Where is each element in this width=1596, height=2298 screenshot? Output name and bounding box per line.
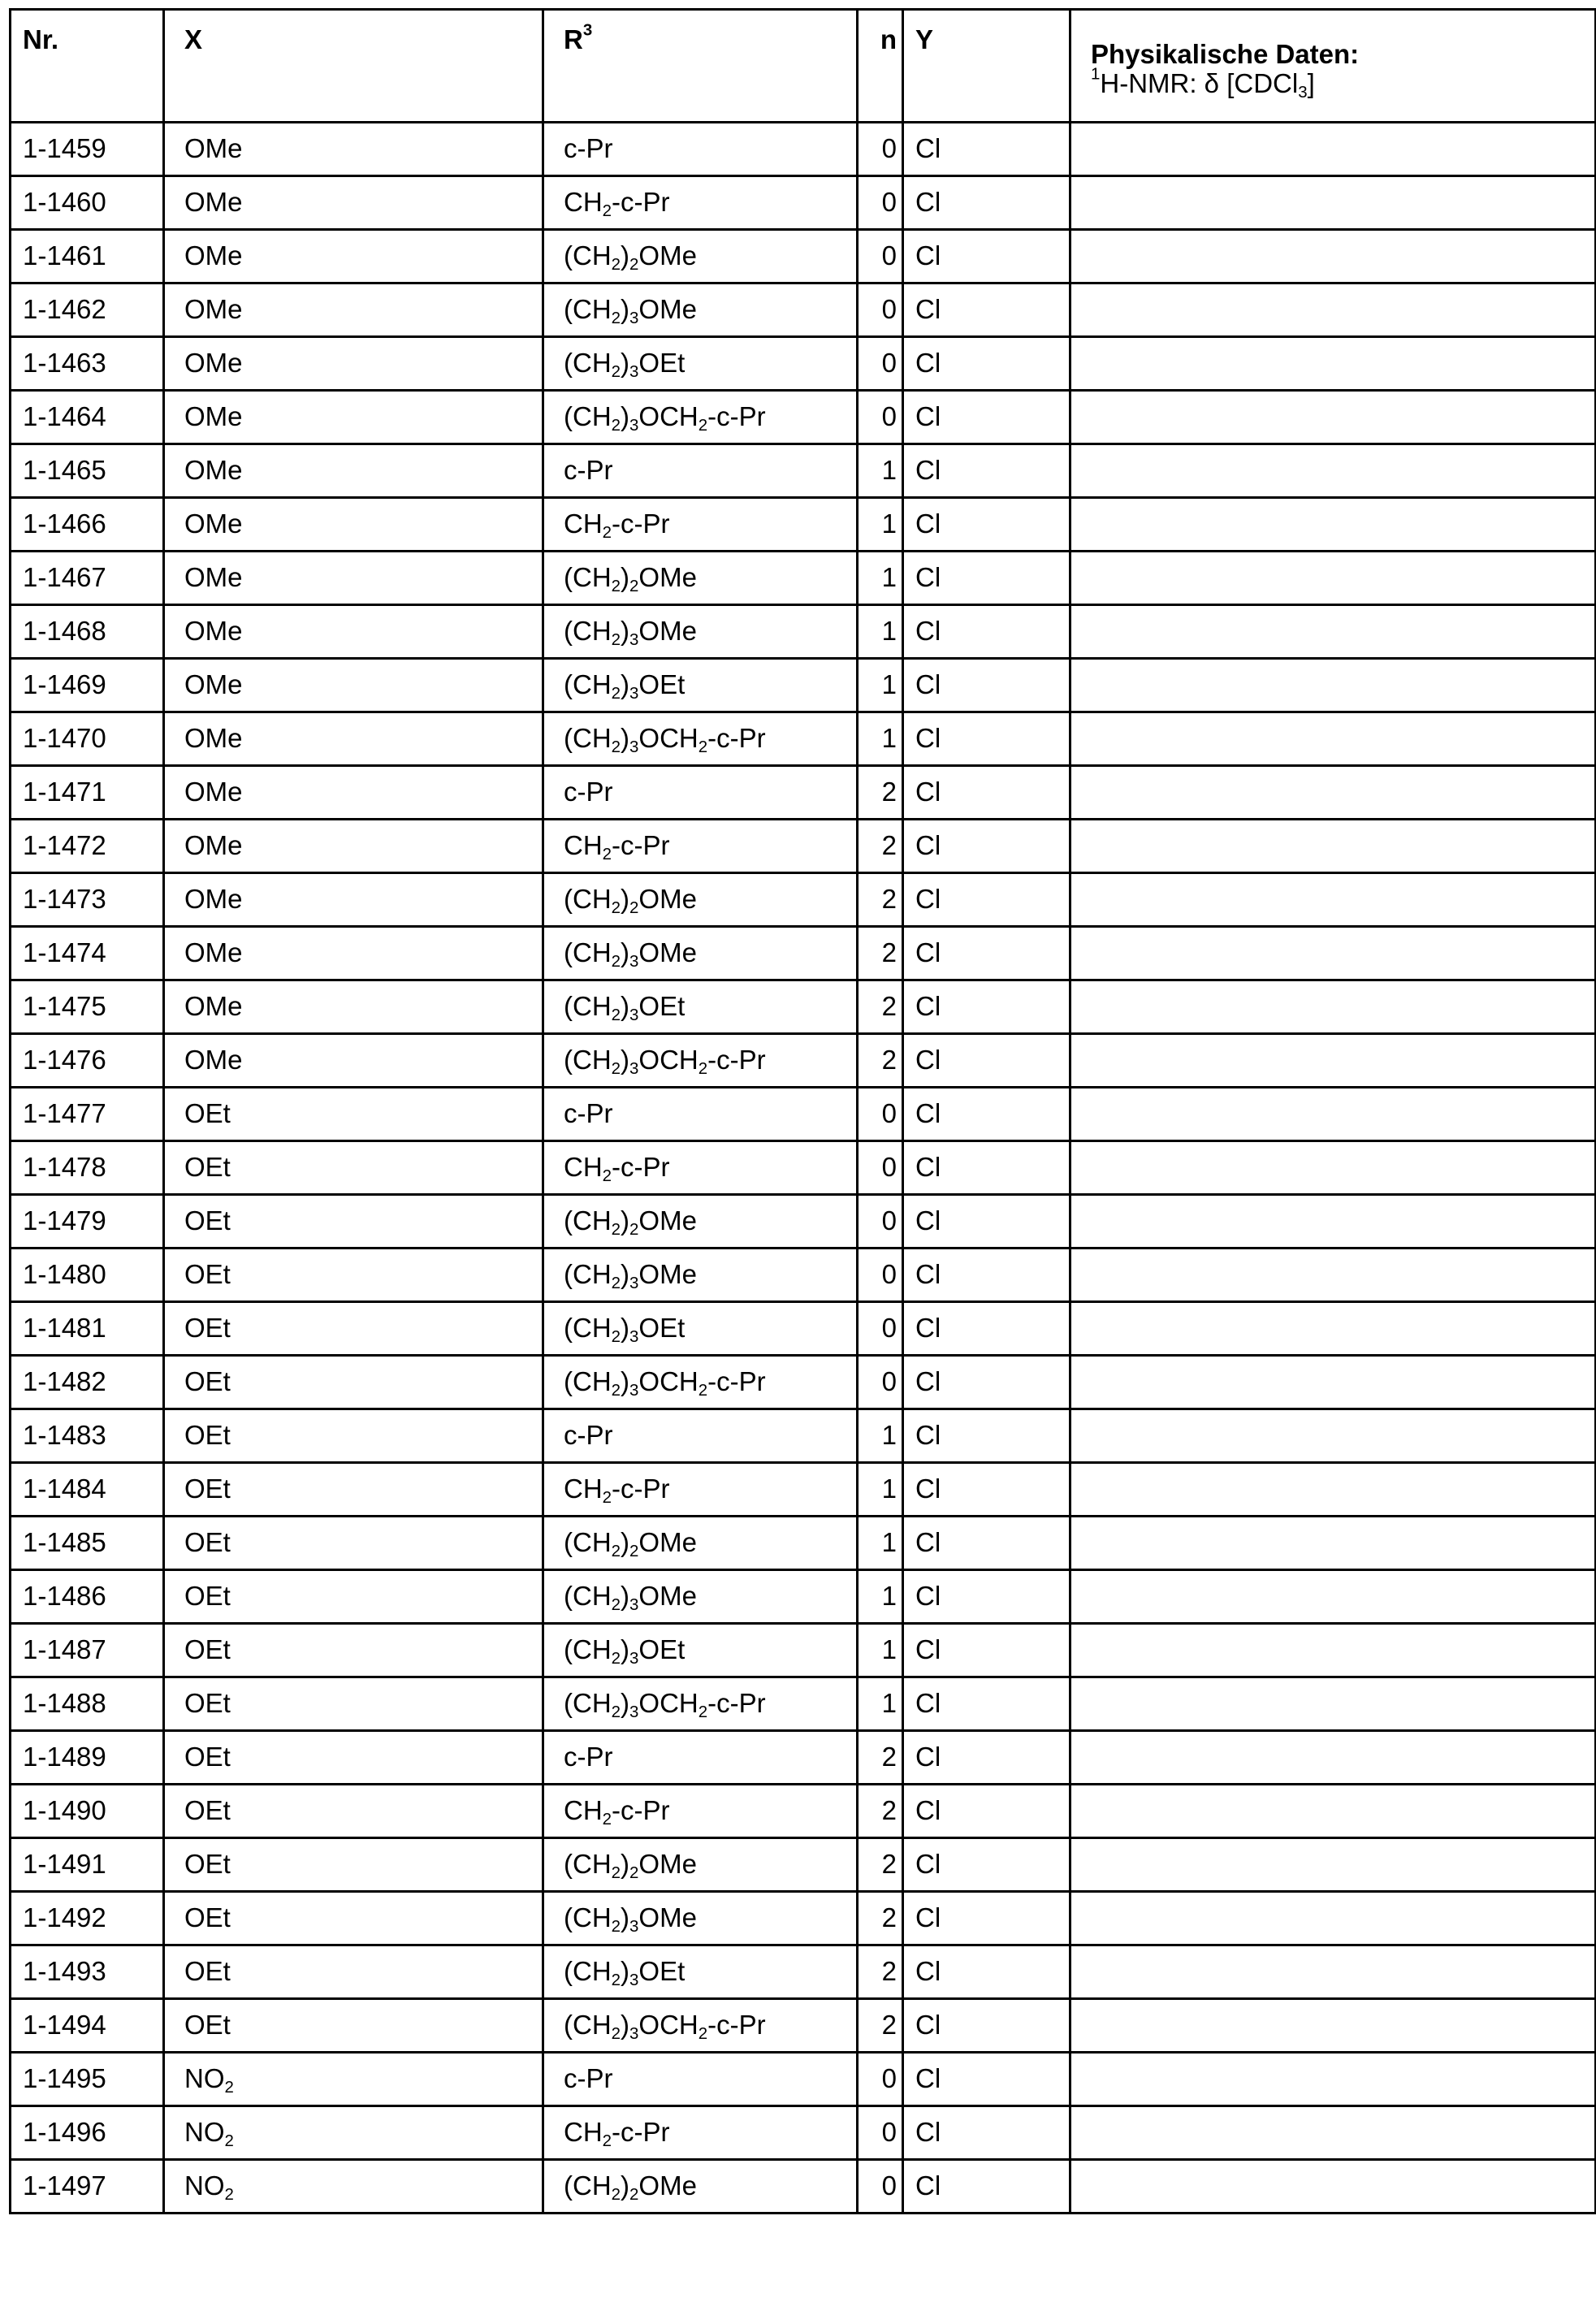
cell-y: Cl	[903, 1302, 1070, 1356]
cell-y: Cl	[903, 283, 1070, 337]
cell-y: Cl	[903, 1945, 1070, 1999]
cell-x: $NO_2$	[164, 2160, 543, 2214]
cell-nr: 1-1480	[11, 1249, 164, 1302]
cell-y: Cl	[903, 1356, 1070, 1409]
cell-nr: 1-1491	[11, 1838, 164, 1892]
table-row	[11, 1517, 1596, 1570]
cell-physical-data	[1070, 1195, 1596, 1249]
cell-physical-data	[1070, 391, 1596, 444]
cell-physical-data	[1070, 1731, 1596, 1785]
cell-nr: 1-1475	[11, 980, 164, 1034]
cell-nr: 1-1489	[11, 1731, 164, 1785]
header-row	[11, 10, 1596, 123]
header-x: X	[164, 10, 543, 123]
cell-y: Cl	[903, 1785, 1070, 1838]
cell-r3: $(CH_2)_3OCH_2-c-Pr$	[543, 1677, 858, 1731]
cell-r3: $(CH_2)_3OMe$	[543, 927, 858, 980]
cell-x: OMe	[164, 498, 543, 552]
cell-physical-data	[1070, 1999, 1596, 2053]
cell-nr: 1-1492	[11, 1892, 164, 1945]
table-row	[11, 283, 1596, 337]
cell-n: 2	[858, 873, 903, 927]
table-row	[11, 1302, 1596, 1356]
cell-n: 2	[858, 1731, 903, 1785]
table-row	[11, 1892, 1596, 1945]
cell-nr: 1-1471	[11, 766, 164, 820]
cell-physical-data	[1070, 1141, 1596, 1195]
cell-x: OMe	[164, 980, 543, 1034]
cell-physical-data	[1070, 283, 1596, 337]
table-row	[11, 230, 1596, 283]
table-row	[11, 712, 1596, 766]
cell-n: 0	[858, 1302, 903, 1356]
cell-n: 0	[858, 2160, 903, 2214]
cell-r3: $(CH_2)_3OMe$	[543, 1249, 858, 1302]
cell-x: OMe	[164, 176, 543, 230]
table-row	[11, 1034, 1596, 1088]
cell-r3: $CH_2-c-Pr$	[543, 498, 858, 552]
cell-x: OMe	[164, 820, 543, 873]
header-nr: Nr.	[11, 10, 164, 123]
cell-r3: $(CH_2)_2OMe$	[543, 1195, 858, 1249]
table-row	[11, 498, 1596, 552]
cell-r3: $(CH_2)_2OMe$	[543, 230, 858, 283]
cell-nr: 1-1481	[11, 1302, 164, 1356]
cell-physical-data	[1070, 927, 1596, 980]
table-row	[11, 980, 1596, 1034]
cell-x: OEt	[164, 1463, 543, 1517]
cell-physical-data	[1070, 123, 1596, 176]
cell-nr: 1-1463	[11, 337, 164, 391]
cell-x: OEt	[164, 1785, 543, 1838]
cell-nr: 1-1461	[11, 230, 164, 283]
cell-nr: 1-1483	[11, 1409, 164, 1463]
cell-x: OMe	[164, 230, 543, 283]
cell-r3: $(CH_2)_2OMe$	[543, 873, 858, 927]
cell-y: Cl	[903, 1677, 1070, 1731]
cell-r3: $(CH_2)_3OCH_2-c-Pr$	[543, 1356, 858, 1409]
cell-n: 1	[858, 1570, 903, 1624]
cell-r3: $(CH_2)_2OMe$	[543, 2160, 858, 2214]
cell-physical-data	[1070, 337, 1596, 391]
cell-nr: 1-1479	[11, 1195, 164, 1249]
cell-physical-data	[1070, 712, 1596, 766]
cell-nr: 1-1460	[11, 176, 164, 230]
cell-r3: $CH_2-c-Pr$	[543, 1463, 858, 1517]
cell-y: Cl	[903, 1141, 1070, 1195]
cell-nr: 1-1477	[11, 1088, 164, 1141]
table-row	[11, 1731, 1596, 1785]
header-r3: $R^3$	[543, 10, 858, 123]
cell-y: Cl	[903, 980, 1070, 1034]
table-body	[11, 123, 1596, 2214]
cell-n: 2	[858, 1838, 903, 1892]
cell-nr: 1-1497	[11, 2160, 164, 2214]
cell-nr: 1-1470	[11, 712, 164, 766]
cell-nr: 1-1486	[11, 1570, 164, 1624]
cell-y: Cl	[903, 820, 1070, 873]
cell-x: OMe	[164, 712, 543, 766]
cell-x: OEt	[164, 1624, 543, 1677]
cell-y: Cl	[903, 605, 1070, 659]
cell-r3: c-Pr	[543, 1731, 858, 1785]
cell-nr: 1-1466	[11, 498, 164, 552]
table-row	[11, 444, 1596, 498]
table-row	[11, 1409, 1596, 1463]
cell-y: Cl	[903, 337, 1070, 391]
cell-x: OEt	[164, 1302, 543, 1356]
cell-r3: $(CH_2)_3OCH_2-c-Pr$	[543, 391, 858, 444]
cell-r3: c-Pr	[543, 1088, 858, 1141]
cell-physical-data	[1070, 176, 1596, 230]
cell-x: OMe	[164, 1034, 543, 1088]
cell-nr: 1-1493	[11, 1945, 164, 1999]
cell-nr: 1-1468	[11, 605, 164, 659]
cell-physical-data	[1070, 1249, 1596, 1302]
table-row	[11, 2160, 1596, 2214]
cell-n: 2	[858, 1034, 903, 1088]
cell-physical-data	[1070, 1356, 1596, 1409]
cell-physical-data	[1070, 659, 1596, 712]
cell-physical-data	[1070, 1677, 1596, 1731]
cell-x: OEt	[164, 1945, 543, 1999]
cell-n: 2	[858, 820, 903, 873]
cell-y: Cl	[903, 498, 1070, 552]
cell-n: 1	[858, 1463, 903, 1517]
cell-y: Cl	[903, 444, 1070, 498]
cell-r3: c-Pr	[543, 444, 858, 498]
table-row	[11, 605, 1596, 659]
cell-r3: $(CH_2)_3OCH_2-c-Pr$	[543, 712, 858, 766]
header-y: Y	[903, 10, 1070, 123]
header-physical-data	[1070, 10, 1596, 123]
table-row	[11, 337, 1596, 391]
cell-n: 0	[858, 123, 903, 176]
cell-x: OEt	[164, 1517, 543, 1570]
cell-physical-data	[1070, 2053, 1596, 2106]
table-row	[11, 1677, 1596, 1731]
cell-physical-data	[1070, 1785, 1596, 1838]
cell-y: Cl	[903, 766, 1070, 820]
cell-x: OMe	[164, 444, 543, 498]
header-n: n	[858, 10, 903, 123]
cell-physical-data	[1070, 1463, 1596, 1517]
cell-physical-data	[1070, 1892, 1596, 1945]
cell-y: Cl	[903, 1570, 1070, 1624]
cell-r3: c-Pr	[543, 2053, 858, 2106]
cell-y: Cl	[903, 2053, 1070, 2106]
cell-y: Cl	[903, 1249, 1070, 1302]
table-row	[11, 123, 1596, 176]
cell-y: Cl	[903, 2106, 1070, 2160]
cell-physical-data	[1070, 1517, 1596, 1570]
cell-physical-data	[1070, 1034, 1596, 1088]
cell-physical-data	[1070, 1409, 1596, 1463]
cell-physical-data	[1070, 2160, 1596, 2214]
cell-r3: $(CH_2)_3OEt$	[543, 1624, 858, 1677]
cell-n: 2	[858, 1785, 903, 1838]
table-row	[11, 1141, 1596, 1195]
cell-nr: 1-1482	[11, 1356, 164, 1409]
cell-nr: 1-1459	[11, 123, 164, 176]
cell-n: 1	[858, 659, 903, 712]
cell-x: OEt	[164, 1838, 543, 1892]
cell-x: OMe	[164, 391, 543, 444]
cell-n: 1	[858, 1517, 903, 1570]
table-row	[11, 659, 1596, 712]
cell-nr: 1-1490	[11, 1785, 164, 1838]
cell-physical-data	[1070, 1838, 1596, 1892]
cell-y: Cl	[903, 1034, 1070, 1088]
table-row	[11, 766, 1596, 820]
cell-y: Cl	[903, 1731, 1070, 1785]
cell-r3: $(CH_2)_3OEt$	[543, 337, 858, 391]
cell-y: Cl	[903, 230, 1070, 283]
cell-r3: c-Pr	[543, 766, 858, 820]
cell-n: 0	[858, 230, 903, 283]
table-row	[11, 176, 1596, 230]
cell-r3: $(CH_2)_3OEt$	[543, 659, 858, 712]
table-row	[11, 1088, 1596, 1141]
cell-y: Cl	[903, 1463, 1070, 1517]
cell-nr: 1-1474	[11, 927, 164, 980]
cell-y: Cl	[903, 1517, 1070, 1570]
cell-n: 0	[858, 1356, 903, 1409]
cell-y: Cl	[903, 2160, 1070, 2214]
cell-y: Cl	[903, 176, 1070, 230]
cell-n: 0	[858, 2106, 903, 2160]
cell-n: 0	[858, 337, 903, 391]
cell-r3: $CH_2-c-Pr$	[543, 1141, 858, 1195]
cell-r3: $(CH_2)_3OMe$	[543, 1892, 858, 1945]
cell-x: OEt	[164, 1892, 543, 1945]
table-row	[11, 820, 1596, 873]
cell-x: OEt	[164, 1731, 543, 1785]
cell-physical-data	[1070, 605, 1596, 659]
cell-n: 1	[858, 605, 903, 659]
cell-n: 1	[858, 552, 903, 605]
cell-y: Cl	[903, 1892, 1070, 1945]
cell-nr: 1-1487	[11, 1624, 164, 1677]
cell-r3: $CH_2-c-Pr$	[543, 2106, 858, 2160]
cell-y: Cl	[903, 927, 1070, 980]
cell-x: OMe	[164, 283, 543, 337]
cell-r3: $(CH_2)_3OEt$	[543, 1945, 858, 1999]
cell-physical-data	[1070, 2106, 1596, 2160]
cell-y: Cl	[903, 659, 1070, 712]
cell-nr: 1-1476	[11, 1034, 164, 1088]
cell-n: 1	[858, 444, 903, 498]
physical-data-title: Physikalische Daten:	[1091, 39, 1360, 69]
cell-n: 1	[858, 1624, 903, 1677]
cell-r3: $(CH_2)_2OMe$	[543, 552, 858, 605]
cell-nr: 1-1484	[11, 1463, 164, 1517]
cell-n: 0	[858, 1088, 903, 1141]
cell-x: OEt	[164, 1249, 543, 1302]
cell-y: Cl	[903, 1624, 1070, 1677]
cell-n: 0	[858, 283, 903, 337]
cell-x: OMe	[164, 552, 543, 605]
cell-nr: 1-1464	[11, 391, 164, 444]
cell-x: OEt	[164, 1195, 543, 1249]
table-row	[11, 1356, 1596, 1409]
cell-r3: $(CH_2)_3OEt$	[543, 980, 858, 1034]
cell-n: 0	[858, 1141, 903, 1195]
cell-y: Cl	[903, 1999, 1070, 2053]
table-row	[11, 1249, 1596, 1302]
table-row	[11, 2053, 1596, 2106]
cell-physical-data	[1070, 766, 1596, 820]
cell-n: 1	[858, 1409, 903, 1463]
cell-nr: 1-1469	[11, 659, 164, 712]
cell-nr: 1-1462	[11, 283, 164, 337]
cell-physical-data	[1070, 1945, 1596, 1999]
table-row	[11, 927, 1596, 980]
cell-physical-data	[1070, 230, 1596, 283]
cell-r3: c-Pr	[543, 123, 858, 176]
table-row	[11, 1838, 1596, 1892]
cell-physical-data	[1070, 498, 1596, 552]
table-row	[11, 1463, 1596, 1517]
cell-x: OEt	[164, 1088, 543, 1141]
table-row	[11, 1945, 1596, 1999]
cell-nr: 1-1472	[11, 820, 164, 873]
cell-y: Cl	[903, 391, 1070, 444]
cell-n: 0	[858, 391, 903, 444]
nmr-solvent-label: $^1$H-NMR: δ [CDCl$_3$]	[1091, 64, 1315, 102]
cell-physical-data	[1070, 873, 1596, 927]
cell-physical-data	[1070, 444, 1596, 498]
cell-nr: 1-1465	[11, 444, 164, 498]
cell-r3: $CH_2-c-Pr$	[543, 1785, 858, 1838]
cell-x: OMe	[164, 605, 543, 659]
cell-x: OEt	[164, 1570, 543, 1624]
cell-n: 2	[858, 927, 903, 980]
table-row	[11, 873, 1596, 927]
cell-x: OMe	[164, 123, 543, 176]
cell-physical-data	[1070, 1088, 1596, 1141]
cell-n: 0	[858, 1249, 903, 1302]
cell-n: 0	[858, 2053, 903, 2106]
cell-physical-data	[1070, 552, 1596, 605]
cell-n: 0	[858, 176, 903, 230]
cell-r3: $CH_2-c-Pr$	[543, 820, 858, 873]
cell-nr: 1-1488	[11, 1677, 164, 1731]
cell-n: 1	[858, 498, 903, 552]
cell-x: OEt	[164, 1356, 543, 1409]
cell-x: $NO_2$	[164, 2053, 543, 2106]
cell-r3: $(CH_2)_3OCH_2-c-Pr$	[543, 1999, 858, 2053]
cell-r3: $CH_2-c-Pr$	[543, 176, 858, 230]
cell-nr: 1-1467	[11, 552, 164, 605]
cell-nr: 1-1478	[11, 1141, 164, 1195]
table-row	[11, 1624, 1596, 1677]
table-row	[11, 1785, 1596, 1838]
cell-physical-data	[1070, 1302, 1596, 1356]
cell-y: Cl	[903, 552, 1070, 605]
cell-y: Cl	[903, 873, 1070, 927]
cell-x: OMe	[164, 873, 543, 927]
cell-y: Cl	[903, 1088, 1070, 1141]
cell-x: OMe	[164, 337, 543, 391]
cell-x: $NO_2$	[164, 2106, 543, 2160]
table-row	[11, 1999, 1596, 2053]
cell-y: Cl	[903, 123, 1070, 176]
cell-n: 2	[858, 980, 903, 1034]
cell-x: OEt	[164, 1141, 543, 1195]
cell-x: OMe	[164, 927, 543, 980]
cell-nr: 1-1485	[11, 1517, 164, 1570]
table-row	[11, 552, 1596, 605]
cell-r3: $(CH_2)_3OCH_2-c-Pr$	[543, 1034, 858, 1088]
cell-r3: c-Pr	[543, 1409, 858, 1463]
cell-nr: 1-1494	[11, 1999, 164, 2053]
cell-n: 2	[858, 766, 903, 820]
cell-r3: $(CH_2)_2OMe$	[543, 1838, 858, 1892]
cell-physical-data	[1070, 980, 1596, 1034]
cell-n: 1	[858, 1677, 903, 1731]
cell-x: OEt	[164, 1677, 543, 1731]
cell-n: 1	[858, 712, 903, 766]
cell-physical-data	[1070, 1624, 1596, 1677]
cell-x: OEt	[164, 1999, 543, 2053]
cell-n: 2	[858, 1999, 903, 2053]
table-row	[11, 1195, 1596, 1249]
cell-y: Cl	[903, 1838, 1070, 1892]
cell-physical-data	[1070, 820, 1596, 873]
cell-r3: $(CH_2)_2OMe$	[543, 1517, 858, 1570]
cell-n: 2	[858, 1945, 903, 1999]
cell-x: OMe	[164, 766, 543, 820]
cell-x: OEt	[164, 1409, 543, 1463]
cell-y: Cl	[903, 712, 1070, 766]
compound-table	[9, 8, 1596, 2214]
cell-r3: $(CH_2)_3OMe$	[543, 283, 858, 337]
table-row	[11, 391, 1596, 444]
table-row	[11, 1570, 1596, 1624]
table-row	[11, 2106, 1596, 2160]
cell-nr: 1-1495	[11, 2053, 164, 2106]
cell-x: OMe	[164, 659, 543, 712]
cell-n: 0	[858, 1195, 903, 1249]
cell-y: Cl	[903, 1409, 1070, 1463]
cell-nr: 1-1473	[11, 873, 164, 927]
cell-physical-data	[1070, 1570, 1596, 1624]
cell-r3: $(CH_2)_3OMe$	[543, 605, 858, 659]
cell-y: Cl	[903, 1195, 1070, 1249]
cell-nr: 1-1496	[11, 2106, 164, 2160]
cell-r3: $(CH_2)_3OMe$	[543, 1570, 858, 1624]
cell-r3: $(CH_2)_3OEt$	[543, 1302, 858, 1356]
cell-n: 2	[858, 1892, 903, 1945]
